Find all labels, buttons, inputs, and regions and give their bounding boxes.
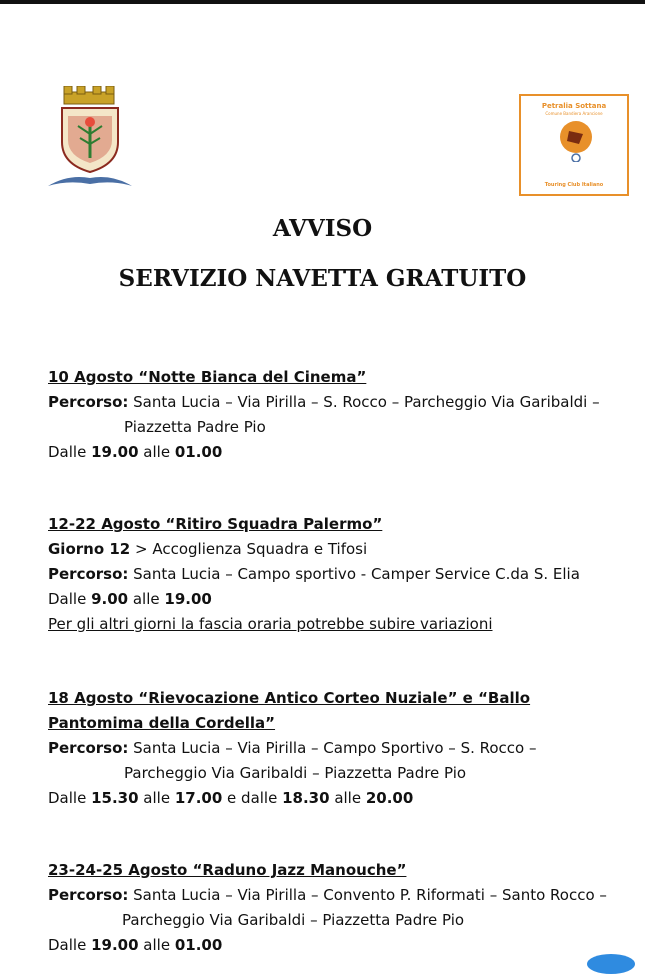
event-heading: 10 Agosto “Notte Bianca del Cinema” [48,368,367,386]
time-mid: alle [128,590,165,608]
time-end: 17.00 [174,789,223,807]
route-text: Santa Lucia – Via Pirilla – Campo Sportivo – S. Rocco – [128,739,537,757]
touring-club-logo-icon [519,94,629,196]
time-end: 19.00 [164,590,212,608]
page-title: AVVISO [272,215,373,242]
event-corteo-nuziale [48,686,638,811]
time-mid: alle [138,936,175,954]
orange-flag-icon [557,118,595,162]
route-text: Santa Lucia – Via Pirilla – Convento P. Riformati – Santo Rocco – [128,886,607,904]
time-end: 01.00 [174,936,223,954]
route-line-continued: Parcheggio Via Garibaldi – Piazzetta Padre Pio [122,911,465,929]
route-label: Percorso: [48,565,129,583]
time-mid: alle [138,443,175,461]
event-notte-bianca [48,365,638,465]
municipal-crest-icon [48,86,132,194]
time-start: 15.30 [91,789,139,807]
time-prefix: Dalle [48,789,92,807]
logo-subtitle: Comune Bandiera Arancione [545,111,603,116]
route-line [48,883,638,908]
time-start: 9.00 [91,590,129,608]
event-ritiro-palermo [48,512,638,637]
route-line-continued: Piazzetta Padre Pio [124,418,266,436]
logo-footer: Touring Club Italiano [544,182,604,188]
time-prefix: Dalle [48,590,92,608]
time-start-second: 18.30 [282,789,330,807]
route-label: Percorso: [48,739,129,757]
time-line [48,786,638,811]
route-label: Percorso: [48,886,129,904]
route-label: Percorso: [48,393,129,411]
route-line [48,562,638,587]
time-prefix: Dalle [48,936,92,954]
time-mid: alle [138,789,175,807]
time-end: 01.00 [174,443,223,461]
time-start: 19.00 [91,936,139,954]
logo-town-name: Petralia Sottana [541,102,607,110]
day-text: > Accoglienza Squadra e Tifosi [130,540,368,558]
time-end-second: 20.00 [365,789,414,807]
day-line [48,537,638,562]
time-mid-second: e dalle [222,789,283,807]
event-heading: 23-24-25 Agosto “Raduno Jazz Manouche” [48,861,407,879]
time-line [48,440,638,465]
event-raduno-jazz [48,858,638,958]
event-heading: 18 Agosto “Rievocazione Antico Corteo Nuziale” e “Ballo [48,689,531,707]
page-subtitle: SERVIZIO NAVETTA GRATUITO [118,265,527,292]
time-start: 19.00 [91,443,139,461]
event-heading: 12-22 Agosto “Ritiro Squadra Palermo” [48,515,383,533]
route-text: Santa Lucia – Campo sportivo - Camper Service C.da S. Elia [128,565,580,583]
schedule-note: Per gli altri giorni la fascia oraria potrebbe subire variazioni [48,615,493,633]
route-line [48,736,638,761]
top-border [0,0,645,4]
time-line [48,587,638,612]
time-line [48,933,638,958]
event-heading-continued: Pantomima della Cordella” [48,714,276,732]
route-text: Santa Lucia – Via Pirilla – S. Rocco – Parcheggio Via Garibaldi – [128,393,600,411]
time-mid-third: alle [329,789,366,807]
floating-action-button[interactable] [587,954,635,974]
route-line-continued: Parcheggio Via Garibaldi – Piazzetta Padre Pio [124,764,467,782]
day-label: Giorno 12 [48,540,131,558]
time-prefix: Dalle [48,443,92,461]
route-line [48,390,638,415]
